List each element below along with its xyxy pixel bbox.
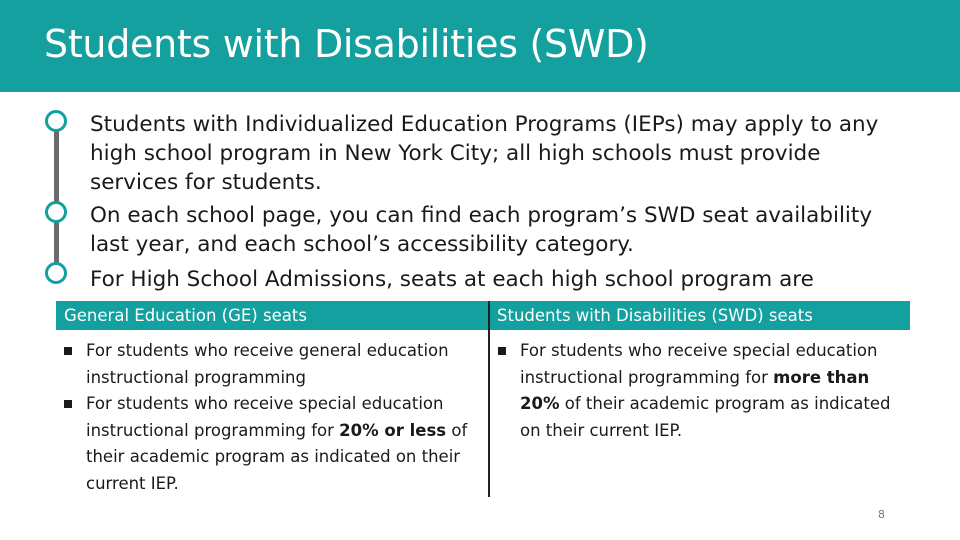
swd-seats-list bbox=[496, 338, 908, 444]
timeline-circle-icon bbox=[45, 262, 67, 284]
slide-title: Students with Disabilities (SWD) bbox=[44, 22, 649, 66]
timeline-circle-icon bbox=[45, 110, 67, 132]
title-bar bbox=[0, 0, 960, 92]
square-bullet-icon bbox=[498, 347, 506, 355]
swd-item-text-bold: more than 20% bbox=[520, 367, 870, 413]
swd-list-item bbox=[496, 338, 908, 444]
swd-item-text-pre: For students who receive special education instructional programming for bbox=[520, 341, 878, 387]
timeline-line bbox=[54, 130, 59, 270]
table-header-ge: General Education (GE) seats bbox=[56, 301, 488, 330]
ge-list-item bbox=[62, 391, 482, 497]
ge-item-text-bold: 20% or less bbox=[339, 420, 447, 440]
bullet-text-1: Students with Individualized Education Programs (IEPs) may apply to any high school program in New York City; all high schools must provide services for students. bbox=[90, 112, 879, 195]
swd-item-text-post: of their academic program as indicated on their current IEP. bbox=[520, 394, 891, 440]
page-number: 8 bbox=[878, 508, 885, 521]
timeline-circle-icon bbox=[45, 201, 67, 223]
ge-list-item bbox=[62, 338, 482, 391]
square-bullet-icon bbox=[64, 347, 72, 355]
ge-item-text-post: of their academic program as indicated on their current IEP. bbox=[86, 420, 468, 493]
ge-item-text-pre: For students who receive special education instructional programming for bbox=[86, 394, 444, 440]
square-bullet-icon bbox=[64, 400, 72, 408]
ge-item-text: For students who receive general education instructional programming bbox=[86, 341, 449, 387]
bullet-text-3: For High School Admissions, seats at each high school program are bbox=[90, 267, 814, 292]
bullet-text-2: On each school page, you can find each program’s SWD seat availability last year, and each school’s accessibility category. bbox=[90, 203, 873, 257]
table-divider bbox=[488, 301, 490, 497]
table-header-swd: Students with Disabilities (SWD) seats bbox=[490, 301, 910, 330]
ge-seats-list bbox=[62, 338, 482, 497]
